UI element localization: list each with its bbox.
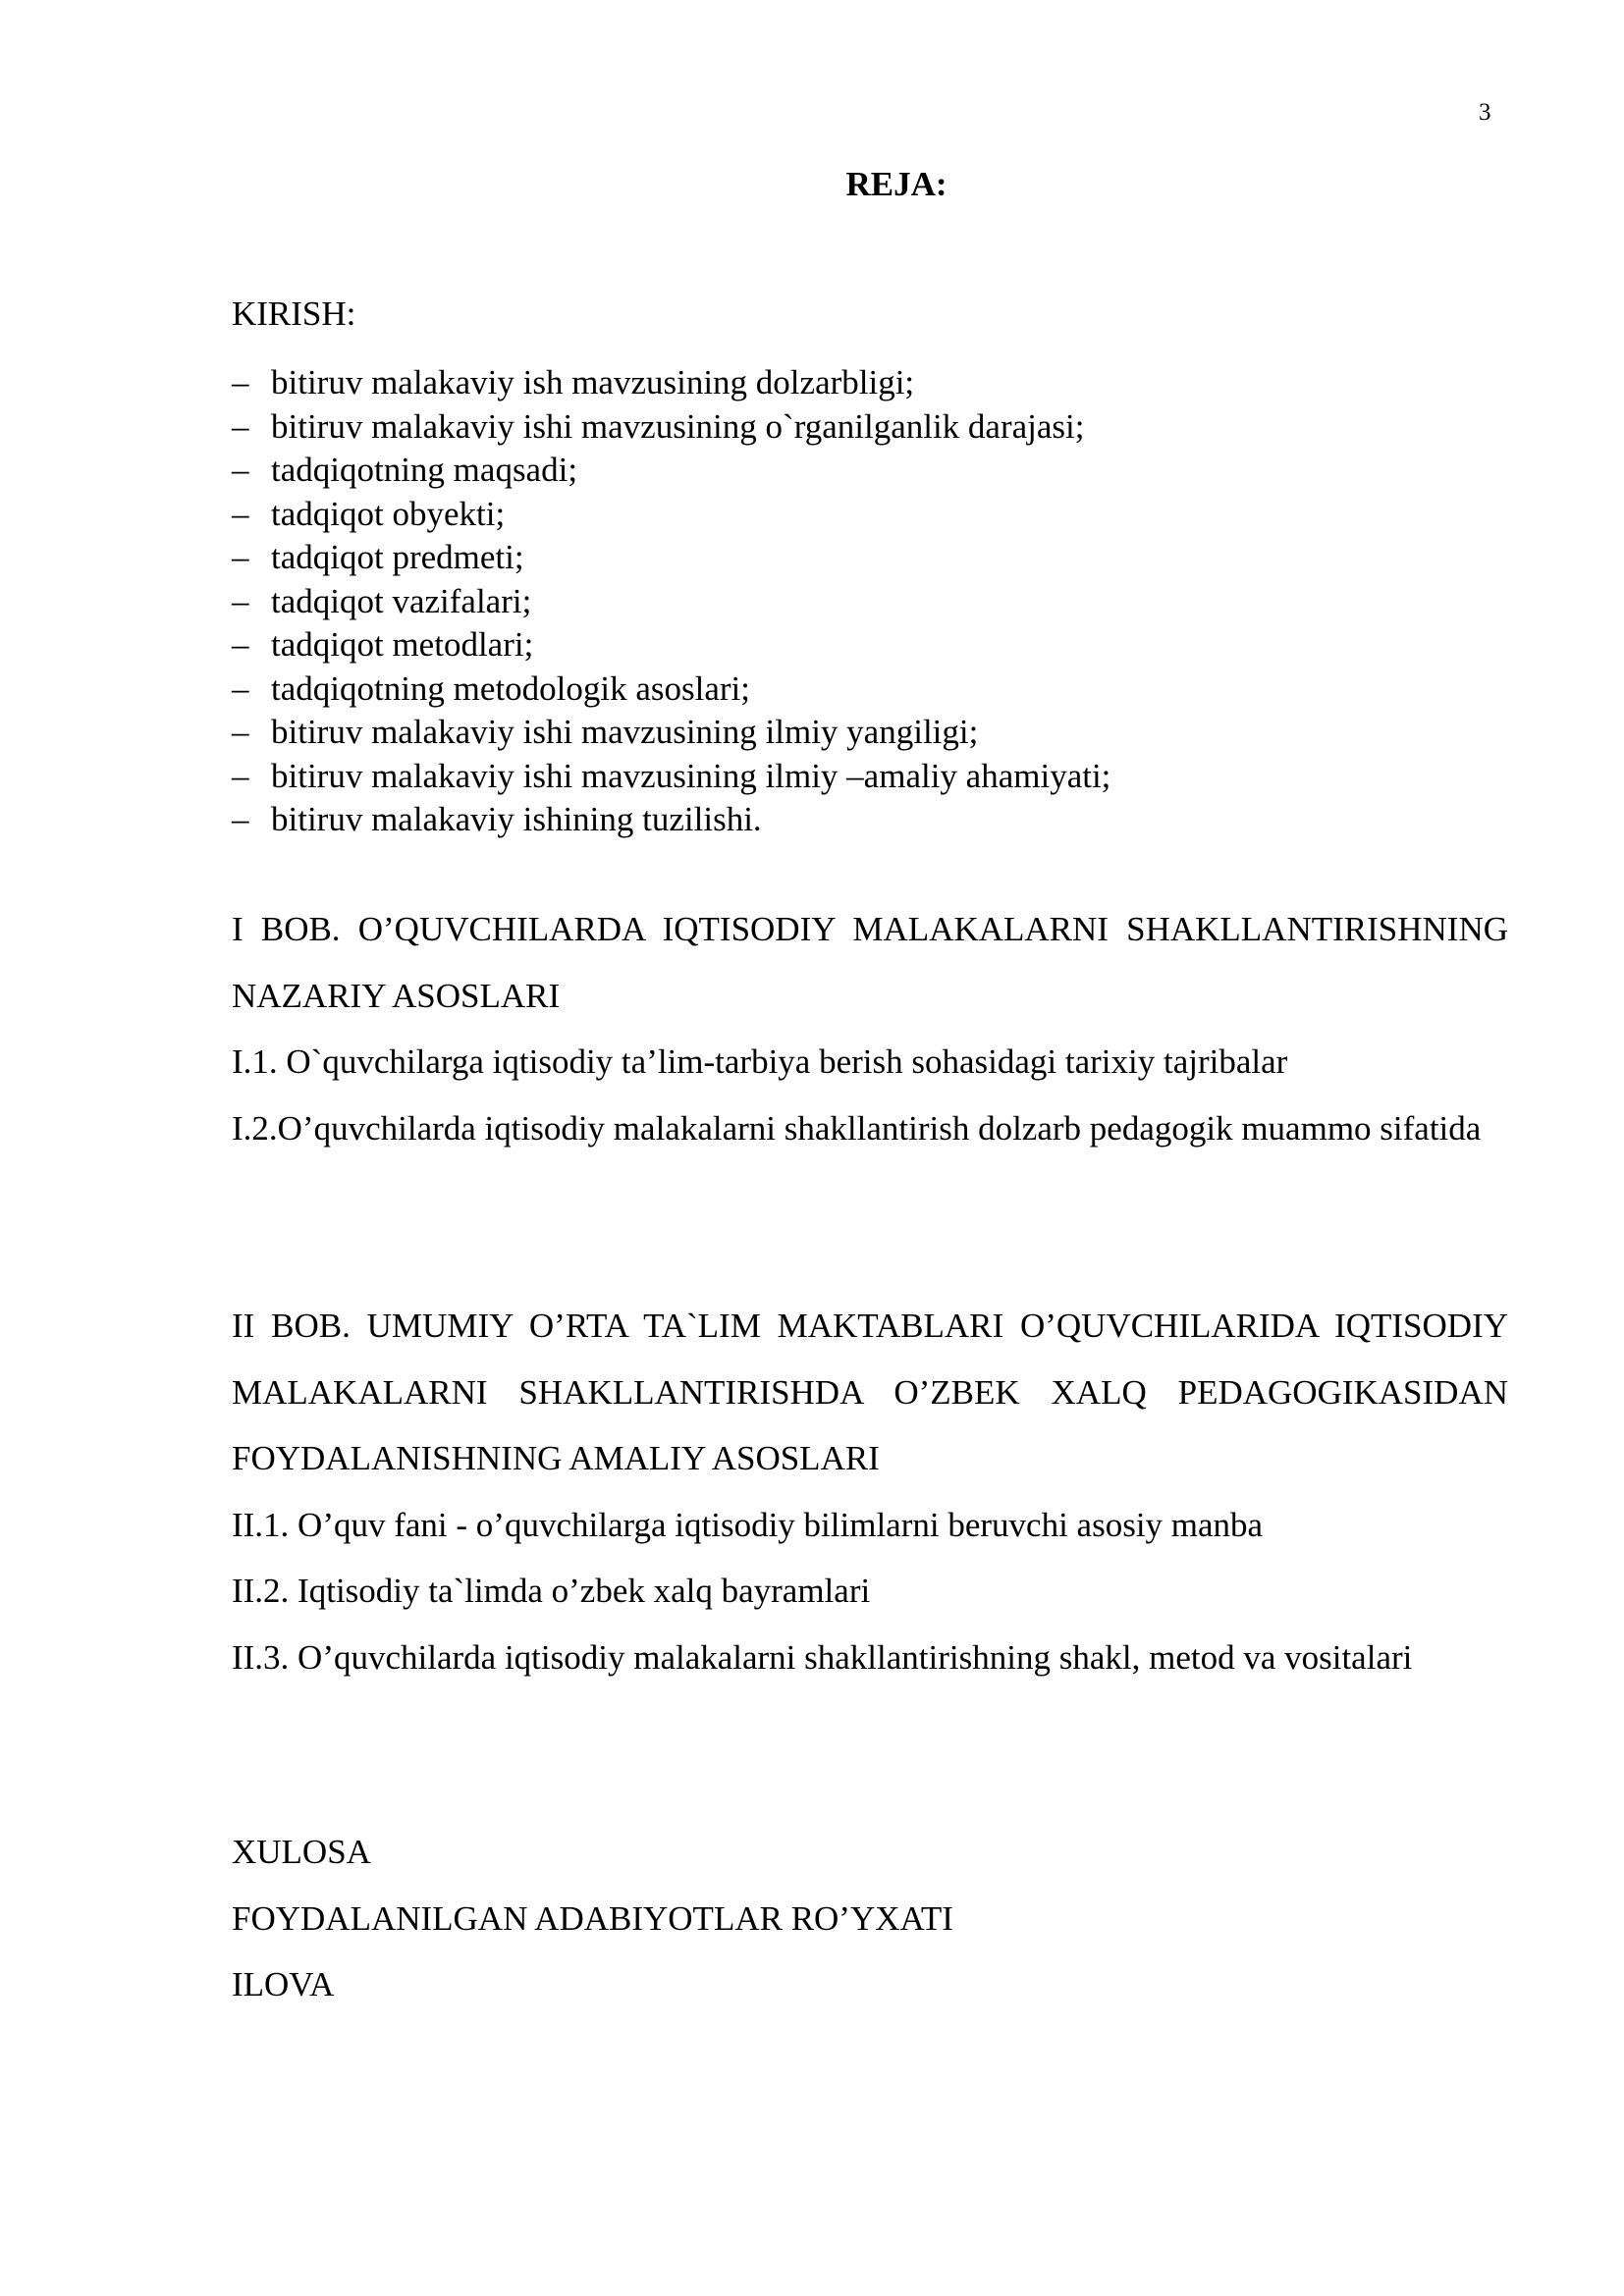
closing-sections (232, 1819, 1508, 2018)
dash-marker: – (232, 451, 249, 489)
list-item (232, 667, 1508, 712)
section-title: II.1. O’quv fani - o’quvchilarga iqtisodiy bilimlarni beruvchi asosiy manba (232, 1505, 1264, 1544)
dash-marker: – (232, 538, 249, 576)
intro-heading: KIRISH: (232, 294, 356, 333)
page-title: REJA: (845, 165, 947, 203)
list-item-text: bitiruv malakaviy ishining tuzilishi. (271, 800, 762, 838)
list-item (232, 405, 1508, 450)
list-item-text: bitiruv malakaviy ishi mavzusining o`rganilganlik darajasi; (271, 406, 1085, 446)
list-item (232, 449, 1508, 493)
dash-marker: – (232, 625, 249, 664)
list-item-text: tadqiqotning maqsadi; (271, 451, 578, 489)
list-item-text: tadqiqot metodlari; (271, 625, 534, 664)
dash-marker: – (232, 668, 249, 708)
list-item (232, 623, 1508, 667)
list-item (232, 580, 1508, 624)
chapter-2 (232, 1293, 1508, 1690)
list-item-text: tadqiqotning metodologik asoslari; (271, 668, 751, 708)
chapter-1 (232, 896, 1508, 1161)
list-item-text: bitiruv malakaviy ish mavzusining dolzarbligi; (271, 363, 915, 401)
list-item (232, 798, 1508, 842)
references-heading: FOYDALANILGAN ADABIYOTLAR RO’YXATI (232, 1898, 953, 1938)
page-number: 3 (1479, 99, 1491, 126)
list-item-text: tadqiqot predmeti; (271, 538, 524, 576)
list-item-text: bitiruv malakaviy ishi mavzusining ilmiy –amaliy ahamiyati; (271, 756, 1111, 795)
section-title: I.2.O’quvchilarda iqtisodiy malakalarni shakllantirish dolzarb pedagogik muammo sifatida (232, 1108, 1482, 1148)
list-item (232, 711, 1508, 755)
dash-marker: – (232, 581, 249, 620)
dash-marker: – (232, 713, 249, 751)
chapter-heading: II BOB. UMUMIY O’RTA TA`LIM MAKTABLARI O’QUVCHILARIDA IQTISODIY MALAKALARNI SHAKLLANTIRISHDA O’ZBEK XALQ PEDAGOGIKASIDAN FOYDALANISHNING AMALIY ASOSLARI (232, 1307, 1508, 1477)
list-item (232, 493, 1508, 537)
dash-marker: – (232, 363, 249, 401)
section-title: II.2. Iqtisodiy ta`limda o’zbek xalq bayramlari (232, 1572, 871, 1610)
list-item (232, 361, 1508, 405)
list-item-text: tadqiqot vazifalari; (271, 581, 532, 620)
list-item-text: bitiruv malakaviy ishi mavzusining ilmiy yangiligi; (271, 713, 979, 751)
section-title: II.3. O’quvchilarda iqtisodiy malakalarni shakllantirishning shakl, metod va vositalari (232, 1637, 1413, 1677)
section-title: I.1. O`quvchilarga iqtisodiy ta’lim-tarbiya berish sohasidagi tarixiy tajribalar (232, 1042, 1288, 1081)
list-item-text: tadqiqot obyekti; (271, 494, 506, 533)
dash-marker: – (232, 406, 249, 446)
dash-marker: – (232, 800, 249, 838)
chapter-heading: I BOB. O’QUVCHILARDA IQTISODIY MALAKALARNI SHAKLLANTIRISHNING NAZARIY ASOSLARI (232, 910, 1508, 1015)
dash-marker: – (232, 756, 249, 795)
intro-list (232, 361, 1508, 842)
list-item (232, 536, 1508, 580)
appendix-heading: ILOVA (232, 1965, 335, 2003)
list-item (232, 755, 1508, 799)
dash-marker: – (232, 494, 249, 533)
conclusion-heading: XULOSA (232, 1833, 371, 1871)
